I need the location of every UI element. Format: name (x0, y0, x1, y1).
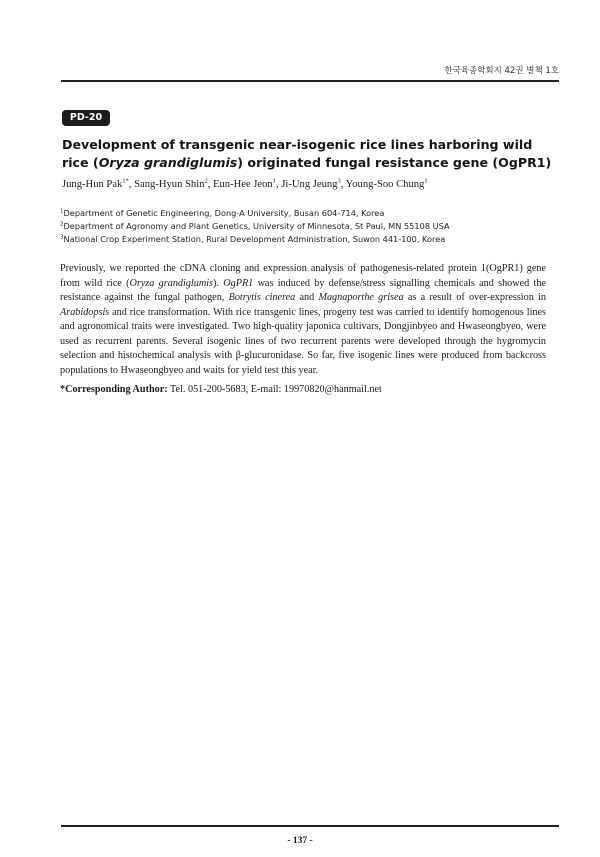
author-name: Eun-Hee Jeon (213, 179, 273, 190)
affiliation (60, 233, 560, 246)
abstract (60, 262, 546, 378)
affiliation-text: National Crop Experiment Station, Rural Development Administration, Suwon 441-100, Korea (63, 234, 446, 244)
abstract-text: as a result of over-expression in (403, 292, 546, 303)
abstract-text: and rice transformation. With rice transgenic lines, progeny test was carried to identify homogenous lines and agronomical traits were investigated. Two high-quality japonica cultivars, Dongjinbyeo and Hwaseongbyeo, were used as recurrent parents. Several isogenic lines of two recurrent parents were developed through the hygromycin selection and histochemical analysis with β-glucuronidase. So far, five isogenic lines were produced from backcross populations to Hwaseongbyeo and waits for yield test this year. (60, 306, 546, 376)
affiliation-text: Department of Agronomy and Plant Genetics, University of Minnesota, St Paul, MN 55108 USA (63, 221, 450, 231)
title-text-1: Development of transgenic near-isogenic rice lines harboring wild rice ( (62, 137, 533, 170)
affiliation (60, 207, 560, 220)
author-affiliation-mark: 1 (272, 177, 276, 185)
affiliation-text: Department of Genetic Engineering, Dong-A University, Busan 604-714, Korea (63, 208, 385, 218)
corresponding-label: *Corresponding Author: (60, 384, 168, 395)
affiliation-mark: 1 (60, 208, 64, 215)
author-name: Sang-Hyun Shin (134, 179, 205, 190)
author (346, 179, 428, 190)
title-text-2: ) originated fungal resistance gene (OgPR1) (237, 155, 552, 170)
affiliation-list (60, 207, 560, 246)
author-name: Ji-Ung Jeung (281, 179, 338, 190)
author-separator: , (128, 179, 135, 190)
corresponding-author (60, 383, 550, 397)
author-affiliation-mark: 1* (122, 177, 129, 185)
author-name: Jung-Hun Pak (62, 179, 123, 190)
author-name: Young-Soo Chung (345, 179, 425, 190)
abstract-text: and (295, 292, 319, 303)
corresponding-contact: Tel. 051-200-5683, E-mail: 19970820@hanmail.net (167, 384, 382, 395)
author-affiliation-mark: 1 (424, 177, 428, 185)
author (134, 179, 213, 190)
affiliation-mark: 3 (60, 234, 64, 241)
session-badge: PD-20 (62, 110, 110, 126)
author-affiliation-mark: 2 (204, 177, 208, 185)
abstract-text: Previously, we reported the cDNA cloning and expression analysis of pathogenesis-related protein 1(OgPR1) gene from wild rice ( (60, 263, 546, 289)
author-separator: , (275, 179, 282, 190)
header-rule (61, 80, 559, 82)
author-list (62, 178, 552, 192)
page-number: - 137 - (287, 836, 313, 846)
affiliation-mark: 2 (60, 221, 64, 228)
abstract-italic-term: Botrytis cinerea (228, 292, 296, 303)
author-separator: , (207, 179, 214, 190)
author (281, 179, 345, 190)
abstract-italic-term: Oryza grandiglumis (129, 277, 214, 289)
abstract-text: ). (213, 277, 224, 289)
footer-rule (61, 825, 559, 827)
abstract-italic-term: Arabidopsis (60, 306, 110, 318)
author (213, 179, 281, 190)
title-species: Oryza grandiglumis (98, 155, 238, 170)
author-affiliation-mark: 3 (337, 177, 341, 185)
paper-title (62, 136, 552, 172)
running-head: 한국육종학회지 42권 별책 1호 (444, 66, 559, 76)
abstract-text: was induced by defense/stress signalling chemicals and showed the resistance against the fungal pathogen, (60, 277, 546, 303)
author-separator: , (340, 179, 346, 190)
abstract-italic-term: Magnaporthe grisea (318, 292, 404, 303)
abstract-italic-term: OgPR1 (223, 277, 254, 289)
author (62, 179, 134, 190)
affiliation (60, 220, 560, 233)
